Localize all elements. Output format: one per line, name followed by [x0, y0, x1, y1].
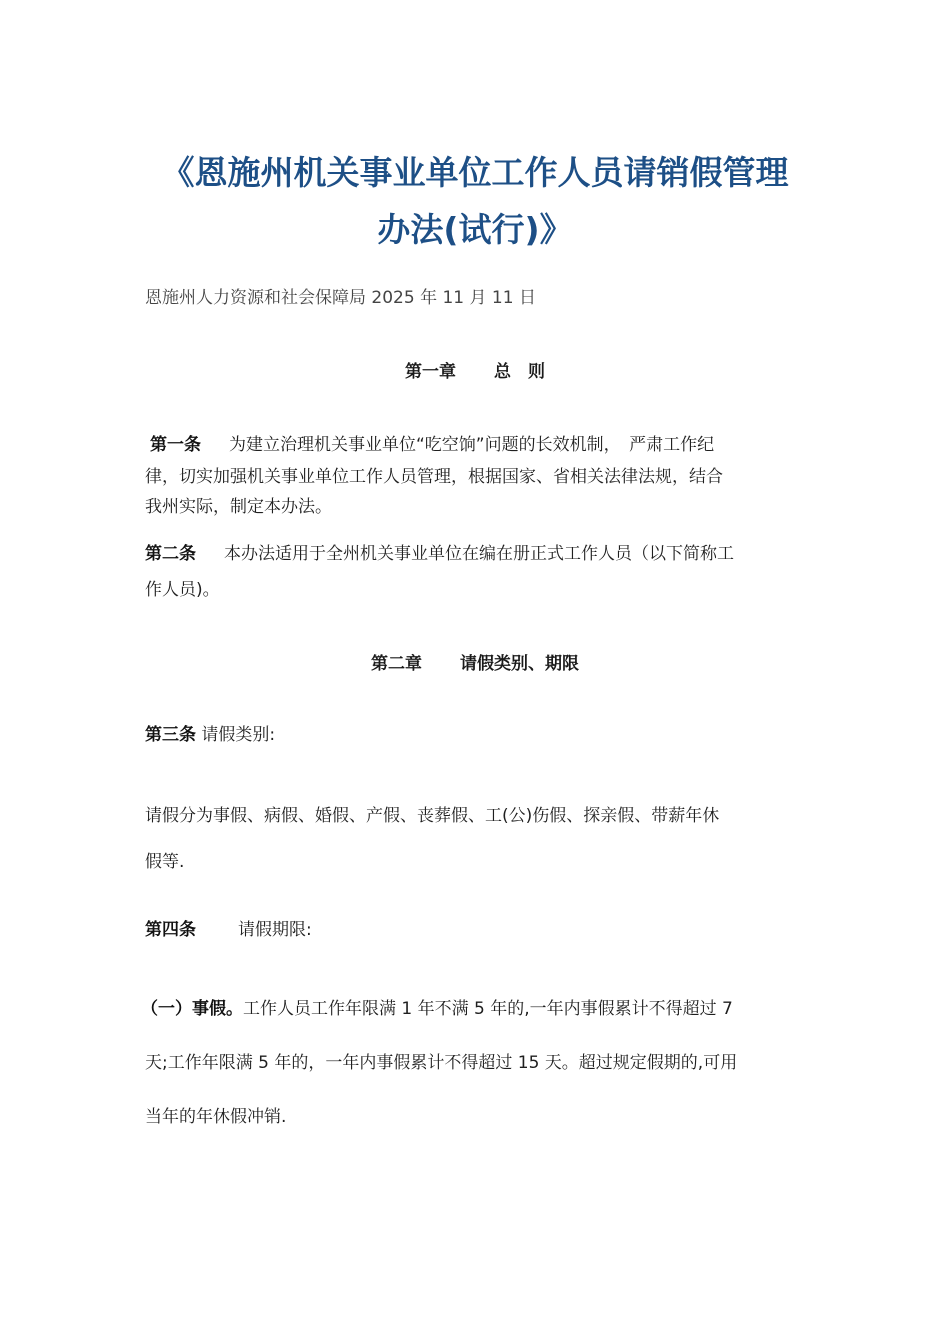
article-3-text: 请假类别:: [201, 725, 276, 745]
article-3-label: 第三条: [145, 725, 196, 745]
item-1-line-2: 天;工作年限满 5 年的，一年内事假累计不得超过 15 天。超过规定假期的,可用: [145, 1053, 738, 1073]
title-line-1: 《恩施州机关事业单位工作人员请销假管理: [161, 153, 789, 192]
chapter-1-number: 第一章: [405, 362, 456, 382]
article-3: [145, 720, 810, 745]
item-1-personal-leave: [141, 982, 810, 1144]
article-4-text: 请假期限:: [238, 920, 312, 940]
article-2-line-1: 本办法适用于全州机关事业单位在编在册正式工作人员（以下简称工: [224, 544, 734, 564]
article-1-line-2: 律，切实加强机关事业单位工作人员管理，根据国家、省相关法律法规，结合: [145, 467, 723, 487]
leave-types-paragraph: [145, 791, 810, 887]
chapter-1-heading: [0, 357, 950, 382]
article-2: [145, 536, 810, 608]
chapter-2-heading: [0, 649, 950, 674]
item-1-line-1: 工作人员工作年限满 1 年不满 5 年的,一年内事假累计不得超过 7: [243, 999, 733, 1019]
leave-types-line-1: 请假分为事假、病假、婚假、产假、丧葬假、工(公)伤假、探亲假、带薪年休: [145, 806, 720, 826]
article-2-label: 第二条: [145, 544, 196, 564]
chapter-1-name: 总 则: [494, 362, 545, 382]
item-1-line-3: 当年的年休假冲销.: [145, 1107, 287, 1127]
chapter-2-number: 第二章: [371, 654, 422, 674]
article-1: [145, 428, 810, 522]
chapter-2-name: 请假类别、期限: [460, 654, 579, 674]
article-4: [145, 915, 810, 940]
leave-types-line-2: 假等.: [145, 852, 185, 872]
article-1-label: 第一条: [150, 435, 201, 455]
article-1-line-1: 为建立治理机关事业单位“吃空饷”问题的长效机制， 严肃工作纪: [229, 435, 715, 455]
title-line-2: 办法(试行)》: [377, 210, 573, 249]
publisher-date-line: 恩施州人力资源和社会保障局 2025 年 11 月 11 日: [145, 288, 536, 308]
article-1-line-3: 我州实际，制定本办法。: [145, 497, 332, 517]
item-1-label: （一）事假。: [141, 999, 243, 1019]
article-4-label: 第四条: [145, 920, 196, 940]
article-2-line-2: 作人员)。: [145, 580, 220, 600]
document-title: [140, 144, 810, 258]
